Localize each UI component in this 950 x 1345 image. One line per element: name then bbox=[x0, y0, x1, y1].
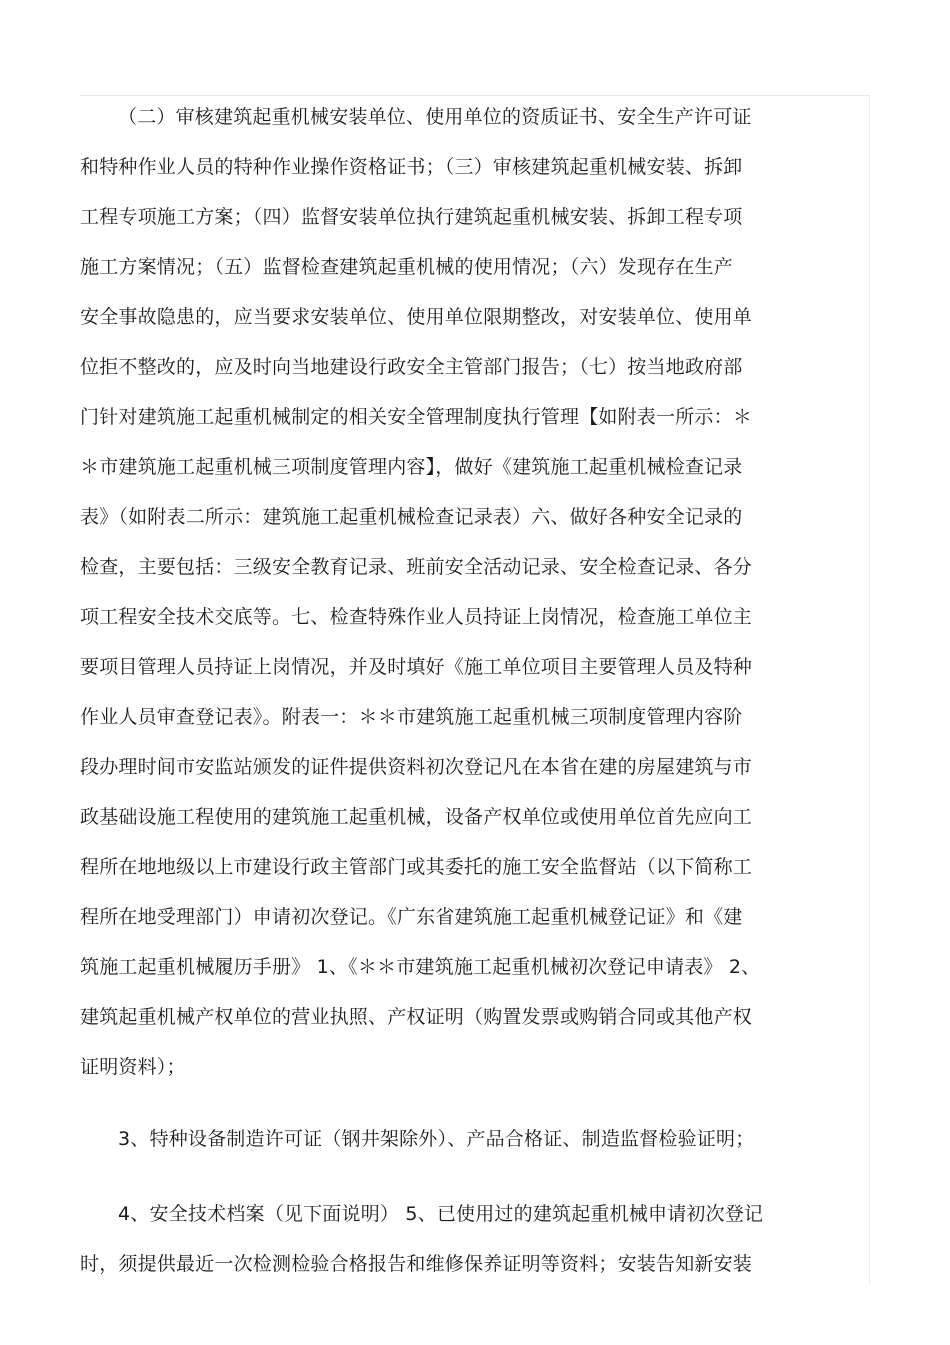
text-line: 程所在地地级以上市建设行政主管部门或其委托的施工安全监督站（以下简称工 bbox=[80, 856, 753, 878]
text-line: 程所在地受理部门）申请初次登记。《广东省建筑施工起重机械登记证》和《建 bbox=[80, 906, 743, 928]
text-line: 证明资料）； bbox=[80, 1056, 186, 1078]
text-line: 施工方案情况；（五）监督检查建筑起重机械的使用情况；（六）发现存在生产 bbox=[80, 256, 734, 278]
text-line: 筑施工起重机械履历手册》 1、《＊＊市建筑施工起重机械初次登记申请表》 2、 bbox=[80, 956, 761, 978]
text-line: 时，须提供最近一次检测检验合格报告和维修保养证明等资料；安装告知新安装 bbox=[80, 1253, 753, 1275]
text-line: 4、安全技术档案（见下面说明） 5、已使用过的建筑起重机械申请初次登记 bbox=[118, 1203, 764, 1225]
body-paragraph bbox=[80, 92, 840, 1092]
text-line: 作业人员审查登记表》。附表一：＊＊市建筑施工起重机械三项制度管理内容阶 bbox=[80, 706, 743, 728]
body-paragraph bbox=[80, 1189, 840, 1289]
body-paragraph bbox=[80, 1114, 840, 1164]
text-line: 检查，主要包括：三级安全教育记录、班前安全活动记录、安全检查记录、各分 bbox=[80, 556, 753, 578]
text-line: 安全事故隐患的，应当要求安装单位、使用单位限期整改，对安装单位、使用单 bbox=[80, 306, 753, 328]
page-right-border bbox=[869, 95, 870, 1285]
text-line: 政基础设施工程使用的建筑施工起重机械，设备产权单位或使用单位首先应向工 bbox=[80, 806, 753, 828]
text-line: 门针对建筑施工起重机械制定的相关安全管理制度执行管理【如附表一所示：＊ bbox=[80, 406, 753, 428]
text-line: （二）审核建筑起重机械安装单位、使用单位的资质证书、安全生产许可证 bbox=[118, 106, 752, 128]
text-line: 建筑起重机械产权单位的营业执照、产权证明（购置发票或购销合同或其他产权 bbox=[80, 1006, 753, 1028]
text-line: 3、特种设备制造许可证（钢井架除外）、产品合格证、制造监督检验证明； bbox=[118, 1128, 755, 1150]
text-line: 表》（如附表二所示：建筑施工起重机械检查记录表）六、做好各种安全记录的 bbox=[80, 506, 743, 528]
text-line: 项工程安全技术交底等。七、检查特殊作业人员持证上岗情况，检查施工单位主 bbox=[80, 606, 753, 628]
text-line: 工程专项施工方案；（四）监督安装单位执行建筑起重机械安装、拆卸工程专项 bbox=[80, 206, 743, 228]
text-line: 段办理时间市安监站颁发的证件提供资料初次登记凡在本省在建的房屋建筑与市 bbox=[80, 756, 753, 778]
text-line: ＊市建筑施工起重机械三项制度管理内容】，做好《建筑施工起重机械检查记录 bbox=[80, 456, 743, 478]
text-line: 位拒不整改的，应及时向当地建设行政安全主管部门报告；（七）按当地政府部 bbox=[80, 356, 743, 378]
text-line: 和特种作业人员的特种作业操作资格证书；（三）审核建筑起重机械安装、拆卸 bbox=[80, 156, 743, 178]
text-line: 要项目管理人员持证上岗情况，并及时填好《施工单位项目主要管理人员及特种 bbox=[80, 656, 753, 678]
